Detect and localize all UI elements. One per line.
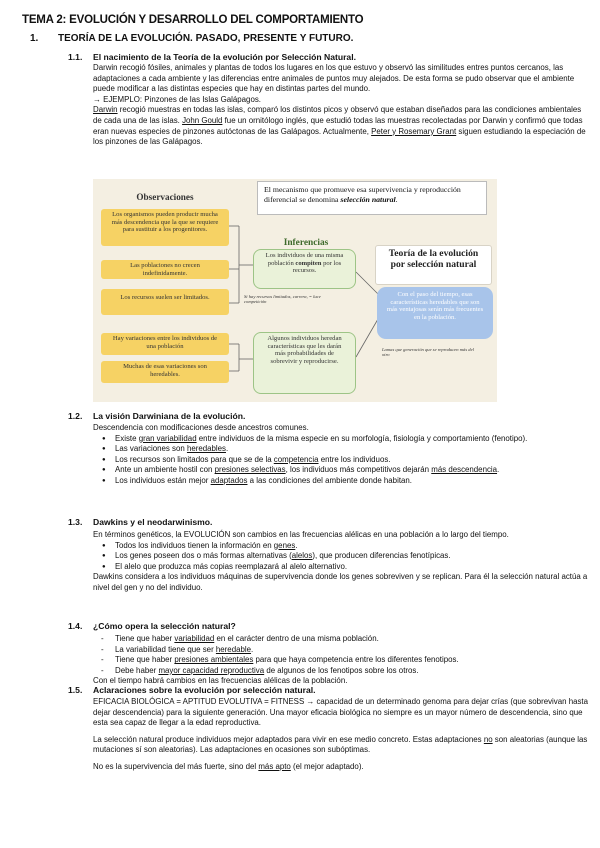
observation-box-2: Las poblaciones no crecen indefinidamente.	[101, 260, 229, 279]
text: en el carácter dentro de una misma población.	[214, 634, 379, 643]
list-item	[93, 434, 588, 445]
text: de algunos de los fenotipos sobre los otros.	[264, 665, 419, 675]
observations-title: Observaciones	[136, 192, 194, 202]
quote-text: .	[395, 195, 398, 204]
inferences-title: Inferencias	[283, 238, 329, 248]
section-1-1-body	[93, 63, 588, 148]
heading-1-3	[68, 517, 212, 527]
section-1-5-body	[93, 697, 588, 773]
text: Los recursos son limitados para que se de la	[115, 454, 274, 464]
underlined-text: Peter y Rosemary Grant	[371, 126, 457, 136]
underlined-text: adaptados	[210, 475, 248, 485]
heading-1-4	[68, 621, 236, 631]
handwritten-note-1: Si hay recursos limitados, carrera, = luce competición	[244, 294, 321, 304]
subsection-title: Aclaraciones sobre la evolución por selección natural.	[93, 685, 316, 695]
underlined-text: heredable	[215, 644, 252, 654]
quote-term: selección natural	[340, 195, 396, 204]
text: entre individuos de la misma especie en su morfología, fisiología y comportamiento (fenotipo).	[196, 433, 528, 443]
section-1-3-body	[93, 530, 588, 594]
list-item	[93, 465, 588, 476]
handwritten-note-2: Lamas que generación que se reproducen más del otro	[382, 347, 474, 357]
text: La selección natural produce individuos mejor adaptados para vivir en ese medio concreto. Estas adaptaciones	[93, 734, 484, 744]
section-1-heading	[30, 33, 353, 44]
paragraph: En términos genéticos, la EVOLUCIÓN son cambios en las frecuencias alélicas en una población a lo largo del tiempo.	[93, 530, 509, 539]
underlined-text: no	[483, 734, 493, 744]
underlined-text: heredables	[186, 444, 226, 454]
underlined-text: presiones ambientales	[174, 655, 254, 665]
subsection-title: ¿Cómo opera la selección natural?	[93, 621, 236, 631]
underlined-text: gran variabilidad	[138, 433, 197, 443]
list-item	[93, 444, 588, 455]
paragraph: EFICACIA BIOLÓGICA = APTITUD EVOLUTIVA = FITNESS → capacidad de un determinado genoma para dejar crías (que sobrevivan hasta dejar descendencia) para la siguiente generación. Una mayor eficacia biológica no siempre es un mayor número de descendencia, sino que esta sea capaz de llegar a la edad reproductiva.	[93, 697, 588, 728]
bullet-list	[93, 541, 588, 573]
paragraph	[93, 105, 588, 147]
inference-text: Los individuos de una misma población	[265, 252, 344, 267]
text: son aleatorias (aunque las mutaciones sí son aleatorias). Las adaptaciones en ocasiones son subóptimas.	[93, 734, 588, 755]
conclusion-box: Con el paso del tiempo, esas características heredables que son más ventajosas serán más frecuentes en la población.	[377, 287, 493, 339]
quote-text: El mecanismo que promueve esa supervivencia y reproducción diferencial se denomina	[264, 185, 461, 204]
heading-1-1	[68, 52, 356, 62]
section-title: TEORÍA DE LA EVOLUCIÓN. PASADO, PRESENTE Y FUTURO.	[58, 33, 354, 44]
text: Tiene que haber	[115, 634, 175, 643]
underlined-text: competencia	[273, 454, 319, 464]
bullet-list	[93, 434, 588, 487]
text: Tiene que haber	[115, 655, 175, 665]
text: La variabilidad tiene que ser	[115, 644, 216, 654]
text: para que haya competencia entre los diferentes fenotipos.	[253, 655, 459, 665]
heading-1-5	[68, 685, 316, 695]
underlined-text: mayor capacidad reproductiva	[158, 665, 265, 675]
inference-keyword: compiten	[295, 259, 322, 267]
subsection-title: La visión Darwiniana de la evolución.	[93, 411, 246, 421]
section-1-4-body	[93, 634, 588, 687]
text: ), que producen diferencias fenotípicas.	[312, 551, 451, 561]
inference-box-1	[253, 249, 356, 289]
subsection-number: 1.4.	[68, 621, 83, 631]
text: fue un ornitólogo inglés, que estudió todas las muestras recolectadas por Darwin y confirmó que todas eran nuevas especies de pinzones autóctonas de las Galápagos. Actualmente,	[93, 115, 583, 136]
list-item	[93, 645, 588, 656]
subsection-title: Dawkins y el neodarwinismo.	[93, 517, 213, 527]
observation-box-1: Los organismos pueden producir mucha más descendencia que la que se requiere para sustituir a los progenitores.	[101, 209, 229, 246]
paragraph	[93, 735, 588, 756]
subsection-title: El nacimiento de la Teoría de la evolución por Selección Natural.	[93, 52, 356, 62]
section-number: 1.	[30, 33, 39, 44]
text: .	[225, 444, 229, 454]
subsection-number: 1.5.	[68, 685, 83, 695]
underlined-text: presiones selectivas	[214, 465, 286, 475]
underlined-text: Darwin	[93, 105, 118, 115]
text: Ante un ambiente hostil con	[115, 465, 215, 475]
paragraph: Darwin recogió fósiles, animales y plantas de todos los lugares en los que estuvo y observó las similitudes entres puntos cercanos, las adaptaciones a cada ambiente y las diferencias entre animales de puntos muy alejados. De esta forma se pudo observar que el ambiente puede modificar a las distintas especies que hay en distintas partes del mundo.	[93, 63, 575, 94]
list-item	[93, 476, 588, 487]
page-title: TEMA 2: EVOLUCIÓN Y DESARROLLO DEL COMPORTAMIENTO	[22, 14, 364, 26]
underlined-text: alelos	[291, 551, 313, 561]
natural-selection-diagram	[93, 179, 497, 402]
text: , los individuos más competitivos dejarán	[285, 465, 432, 475]
definition-quote-box	[257, 181, 487, 215]
inference-text: por los recursos.	[292, 259, 342, 275]
paragraph: Con el tiempo habrá cambios en las frecuencias alélicas de la población.	[93, 676, 348, 686]
text: Todos los individuos tienen la información en	[115, 540, 274, 550]
text: Debe haber	[115, 665, 159, 675]
text: entre los individuos.	[318, 454, 391, 464]
underlined-text: más descendencia	[431, 465, 498, 475]
list-item	[93, 551, 588, 562]
text: a las condiciones del ambiente donde habitan.	[247, 475, 412, 485]
list-item: ● El alelo que produzca más copias reemplazará al alelo alternativo.	[93, 562, 588, 573]
dash-list	[93, 634, 588, 676]
text: Las variaciones son	[115, 444, 187, 454]
text: .	[295, 540, 298, 550]
paragraph	[93, 762, 588, 773]
subsection-number: 1.3.	[68, 517, 83, 527]
example-line: → EJEMPLO: Pinzones de las Islas Galápagos.	[93, 94, 261, 104]
paragraph: Dawkins considera a los individuos máquinas de supervivencia donde los genes sobreviven y se replican. Para él la selección natural actúa a nivel del gen y no del individuo.	[93, 572, 588, 592]
observation-box-4: Hay variaciones entre los individuos de una población	[101, 333, 229, 355]
subsection-number: 1.1.	[68, 52, 83, 62]
list-item	[93, 541, 588, 552]
section-1-2-body	[93, 423, 588, 487]
underlined-text: John Gould	[182, 115, 223, 125]
text: recogió muestras en todas las islas, comparó los distintos picos y observó que estaban diseñados para las condiciones ambientales de cada una de las islas.	[93, 105, 582, 125]
list-item	[93, 655, 588, 666]
text: (el mejor adaptado).	[290, 761, 364, 771]
text: Los genes poseen dos o más formas alternativas (	[115, 551, 292, 561]
text: siguen estudiando la especiación de los pinzones de las Galápagos.	[93, 126, 586, 147]
underlined-text: más apto	[258, 761, 291, 771]
heading-1-2	[68, 411, 245, 421]
text: Existe	[115, 433, 139, 443]
subsection-number: 1.2.	[68, 411, 83, 421]
observation-box-3: Los recursos suelen ser limitados.	[101, 289, 229, 315]
text: .	[497, 465, 500, 475]
theory-title-box: Teoría de la evolución por selección natural	[375, 245, 492, 285]
text: Los individuos están mejor	[115, 475, 211, 485]
paragraph: Descendencia con modificaciones desde ancestros comunes.	[93, 423, 309, 432]
text: .	[251, 644, 254, 654]
inference-box-2: Algunos individuos heredan características que les darán más probabilidades de sobrevivir y reproducirse.	[253, 332, 356, 394]
list-item	[93, 666, 588, 677]
observation-box-5: Muchas de esas variaciones son heredables.	[101, 361, 229, 383]
text: No es la supervivencia del más fuerte, sino del	[93, 761, 259, 771]
underlined-text: genes	[273, 540, 296, 550]
list-item	[93, 455, 588, 466]
underlined-text: variabilidad	[174, 634, 215, 643]
list-item	[93, 634, 588, 645]
